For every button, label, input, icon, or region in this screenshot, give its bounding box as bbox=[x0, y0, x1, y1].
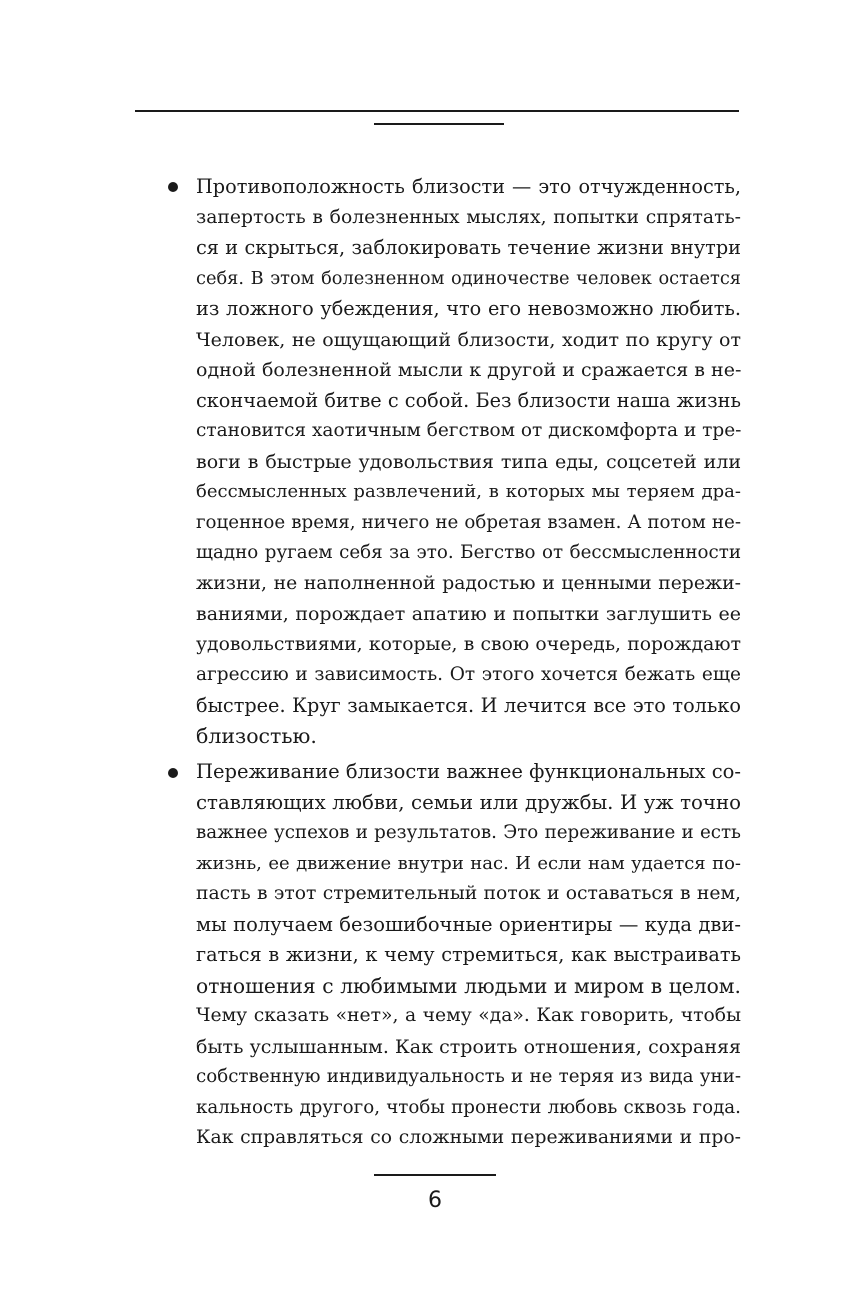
bullet-2-line: собственную индивидуальность и не теряя из вида уни- bbox=[196, 1066, 741, 1087]
bullet-2-line: важнее успехов и результатов. Это переживание и есть bbox=[196, 822, 741, 843]
bullet-2-line: мы получаем безошибочные ориентиры — куда дви- bbox=[196, 913, 741, 936]
bullet-2-line: Как справляться со сложными переживаниями и про- bbox=[196, 1127, 741, 1148]
bullet-1-line: ваниями, порождает апатию и попытки заглушить ее bbox=[196, 603, 741, 625]
bullet-1-line: бессмысленных развлечений, в которых мы теряем дра- bbox=[196, 481, 741, 502]
bullet-2-line: быть услышанным. Как строить отношения, сохраняя bbox=[196, 1036, 741, 1058]
footer-rule bbox=[374, 1174, 496, 1176]
bullet-dot-1 bbox=[168, 182, 178, 192]
bullet-1-line: ся и скрыться, заблокировать течение жизни внутри bbox=[196, 236, 741, 259]
bullet-1-line: становится хаотичным бегством от дискомфорта и тре- bbox=[196, 420, 741, 441]
page-number: 6 bbox=[428, 1188, 442, 1213]
bullet-2-line: Чему сказать «нет», а чему «да». Как говорить, чтобы bbox=[196, 1005, 741, 1026]
bullet-1-line: близостью. bbox=[196, 724, 317, 748]
bullet-1-line: гоценное время, ничего не обретая взамен. А потом не- bbox=[196, 512, 741, 533]
bullet-2-line: пасть в этот стремительный поток и оставаться в нем, bbox=[196, 883, 741, 904]
bullet-1-line: себя. В этом болезненном одиночестве человек остается bbox=[196, 269, 741, 289]
header-rule-short bbox=[374, 123, 504, 125]
bullet-1-line: Человек, не ощущающий близости, ходит по кругу от bbox=[196, 329, 741, 351]
bullet-dot-2 bbox=[168, 768, 178, 778]
bullet-2-line: ставляющих любви, семьи или дружбы. И уж точно bbox=[196, 791, 741, 814]
bullet-1-line: быстрее. Круг замыкается. И лечится все это только bbox=[196, 694, 741, 717]
bullet-1-line: одной болезненной мысли к другой и сражается в не- bbox=[196, 359, 741, 381]
bullet-1-line: воги в быстрые удовольствия типа еды, соцсетей или bbox=[196, 451, 741, 473]
bullet-2-line: Переживание близости важнее функциональных со- bbox=[196, 760, 741, 783]
bullet-2-line: жизнь, ее движение внутри нас. И если нам удается по- bbox=[196, 853, 741, 874]
bullet-1-line: жизни, не наполненной радостью и ценными пережи- bbox=[196, 573, 741, 594]
bullet-1-line: из ложного убеждения, что его невозможно любить. bbox=[196, 297, 741, 320]
bullet-1-line: скончаемой битве с собой. Без близости наша жизнь bbox=[196, 389, 741, 412]
bullet-2-line: кальность другого, чтобы пронести любовь сквозь года. bbox=[196, 1097, 741, 1118]
bullet-2-line: гаться в жизни, к чему стремиться, как выстраивать bbox=[196, 943, 741, 966]
bullet-1-line: удовольствиями, которые, в свою очередь, порождают bbox=[196, 634, 741, 655]
bullet-1-line: агрессию и зависимость. От этого хочется бежать еще bbox=[196, 664, 741, 685]
bullet-1-line: щадно ругаем себя за это. Бегство от бессмысленности bbox=[196, 542, 741, 563]
bullet-1-line: Противоположность близости — это отчужденность, bbox=[196, 175, 741, 198]
header-rule-long bbox=[135, 110, 739, 112]
bullet-2-line: отношения с любимыми людьми и миром в целом. bbox=[196, 974, 741, 998]
bullet-1-line: запертость в болезненных мыслях, попытки спрятать- bbox=[196, 207, 741, 228]
